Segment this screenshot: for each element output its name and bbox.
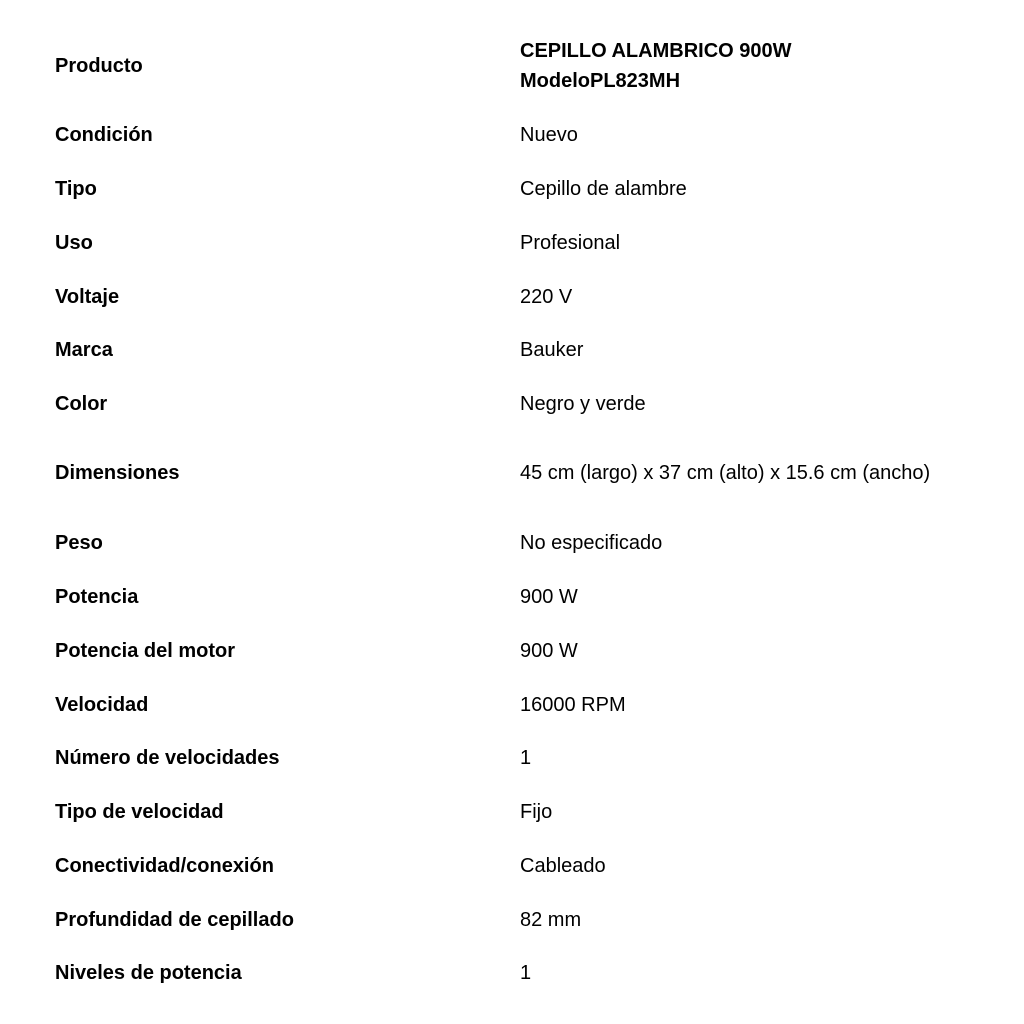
spec-row-potencia-motor: [0, 636, 1024, 666]
spec-label: Color: [55, 393, 108, 415]
spec-row-tipo: [0, 174, 1024, 204]
spec-value: Cableado: [520, 855, 606, 877]
spec-row-color: [0, 389, 1024, 419]
spec-value: 16000 RPM: [520, 694, 626, 716]
spec-label: Conectividad/conexión: [55, 855, 274, 877]
spec-label: Número de velocidades: [55, 747, 280, 769]
spec-label: Niveles de potencia: [55, 962, 242, 984]
spec-row-niveles-potencia: [0, 958, 1024, 988]
spec-row-potencia: [0, 582, 1024, 612]
spec-row-tipo-velocidad: [0, 797, 1024, 827]
product-model: ModeloPL823MH: [520, 70, 681, 92]
spec-value: Bauker: [520, 339, 584, 361]
spec-label: Tipo: [55, 178, 97, 200]
spec-label: Tipo de velocidad: [55, 801, 224, 823]
spec-value: 220 V: [520, 286, 573, 308]
spec-row-dimensiones: [0, 458, 1024, 488]
spec-row-marca: [0, 335, 1024, 365]
spec-label: Potencia: [55, 586, 139, 608]
spec-value: [520, 36, 792, 96]
spec-value: Cepillo de alambre: [520, 178, 687, 200]
spec-value: Profesional: [520, 232, 621, 254]
spec-value: Fijo: [520, 801, 553, 823]
spec-label: Voltaje: [55, 286, 120, 308]
spec-value: 45 cm (largo) x 37 cm (alto) x 15.6 cm (ancho): [520, 462, 931, 484]
spec-row-voltaje: [0, 282, 1024, 312]
spec-value: 900 W: [520, 586, 578, 608]
spec-label: Velocidad: [55, 694, 149, 716]
spec-label: Condición: [55, 124, 153, 146]
spec-row-producto: [0, 36, 1024, 96]
spec-value: No especificado: [520, 532, 663, 554]
spec-row-velocidad: [0, 690, 1024, 720]
spec-label: Producto: [55, 55, 143, 77]
spec-value: 1: [520, 747, 532, 769]
spec-row-condicion: [0, 120, 1024, 150]
spec-row-uso: [0, 228, 1024, 258]
spec-row-peso: [0, 528, 1024, 558]
spec-value: Negro y verde: [520, 393, 646, 415]
spec-row-conectividad: [0, 851, 1024, 881]
spec-label: Uso: [55, 232, 93, 254]
spec-value: 900 W: [520, 640, 578, 662]
spec-value: 82 mm: [520, 909, 582, 931]
spec-value: 1: [520, 962, 532, 984]
spec-label: Potencia del motor: [55, 640, 236, 662]
spec-label: Dimensiones: [55, 462, 180, 484]
spec-row-numero-velocidades: [0, 743, 1024, 773]
product-name: CEPILLO ALAMBRICO 900W: [520, 40, 792, 62]
spec-value: Nuevo: [520, 124, 578, 146]
spec-label: Marca: [55, 339, 113, 361]
spec-label: Profundidad de cepillado: [55, 909, 294, 931]
spec-row-profundidad: [0, 905, 1024, 935]
spec-label: Peso: [55, 532, 103, 554]
